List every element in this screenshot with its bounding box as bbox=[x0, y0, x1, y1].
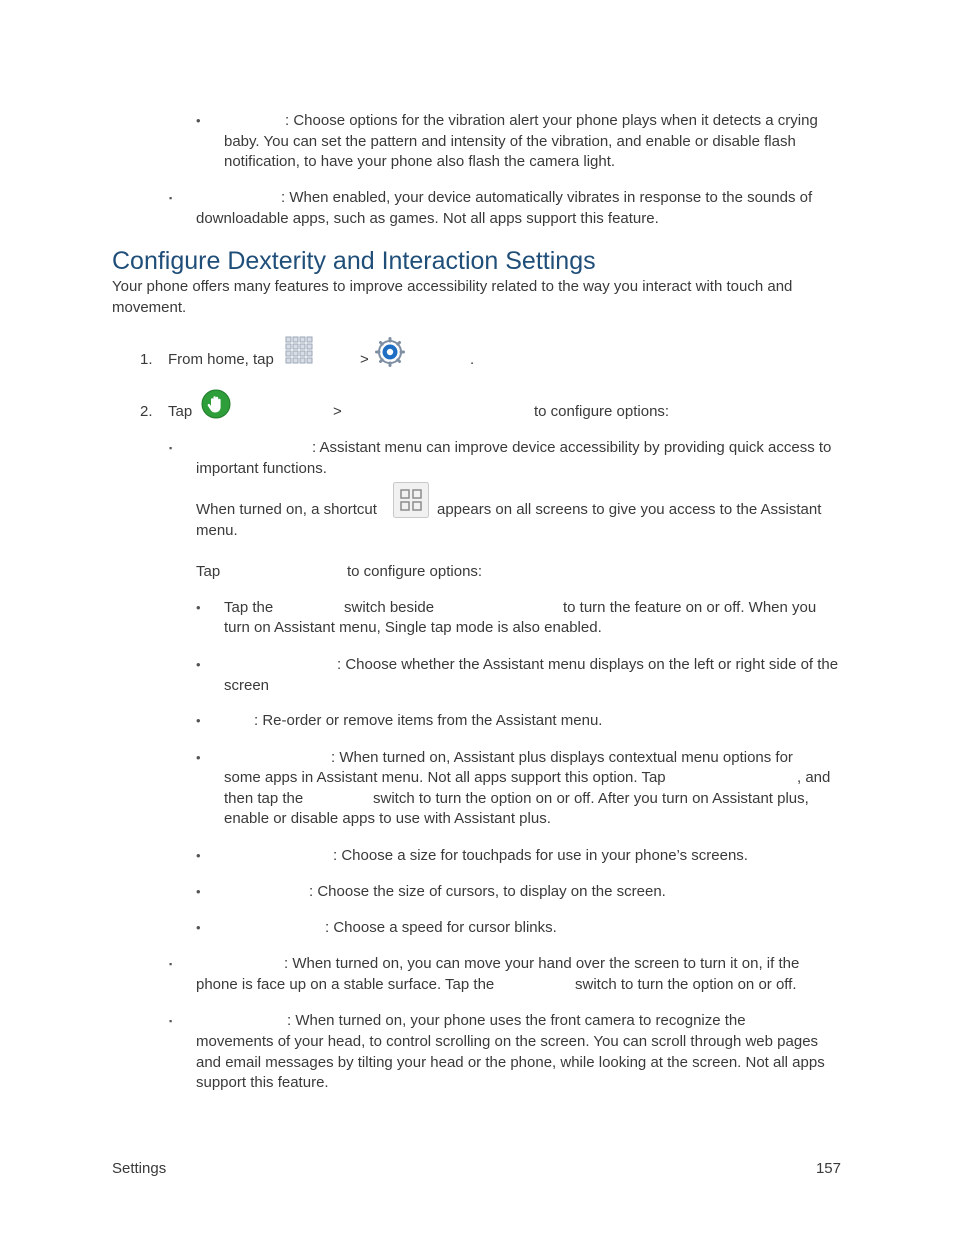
bullet-marker: • bbox=[196, 920, 201, 935]
shortcut-text: When turned on, a shortcut bbox=[196, 501, 377, 518]
accessibility-hand-icon[interactable] bbox=[201, 389, 231, 419]
assistant-plus-description: switch to turn the option on or off. After you turn on Assistant plus, bbox=[373, 790, 809, 807]
air-wake-description: : When turned on, you can move your hand over the screen to turn it on, if the bbox=[284, 955, 800, 972]
bullet-marker: • bbox=[196, 657, 201, 672]
assistant-menu-description: : Assistant menu can improve device accessibility by providing quick access to important functions. bbox=[196, 439, 832, 477]
step-number: 1. bbox=[140, 351, 153, 368]
tap-instruction: to configure options: bbox=[347, 563, 483, 580]
page-number: 157 bbox=[815, 1160, 841, 1177]
chevron-separator: > bbox=[333, 403, 342, 420]
auto-haptic-description: : When enabled, your device automatically vibrates in response to the sounds of downloadable apps, such as games. Not all apps support this feature. bbox=[196, 189, 813, 227]
step-text-end: to configure options: bbox=[534, 403, 670, 420]
assistant-plus-description: : When turned on, Assistant plus displays contextual menu options for bbox=[331, 749, 793, 766]
cursor-speed-description: : Choose a speed for cursor blinks. bbox=[325, 919, 557, 936]
option-text: to turn the feature on or off. When you bbox=[563, 599, 817, 616]
bullet-marker: • bbox=[196, 848, 201, 863]
square-marker: ▪ bbox=[169, 193, 173, 203]
bullet-marker: • bbox=[196, 600, 201, 615]
bullet-marker: • bbox=[196, 750, 201, 765]
footer-section: Settings bbox=[112, 1160, 167, 1177]
tap-label: Tap bbox=[196, 563, 221, 580]
dominant-hand-description: : Choose whether the Assistant menu displays on the left or right side of the screen bbox=[224, 656, 839, 694]
chevron-separator: > bbox=[360, 351, 369, 368]
bullet-marker: • bbox=[196, 884, 201, 899]
assistant-plus-description: , and bbox=[797, 769, 831, 786]
step-text: From home, tap bbox=[168, 351, 274, 368]
touchpad-size-description: : Choose a size for touchpads for use in your phone’s screens. bbox=[333, 847, 748, 864]
bullet-marker: • bbox=[196, 113, 201, 128]
bullet-marker: • bbox=[196, 713, 201, 728]
smart-scroll-description: : When turned on, your phone uses the front camera to recognize the bbox=[287, 1012, 746, 1029]
assistant-plus-description: some apps in Assistant menu. Not all apps support this option. Tap bbox=[224, 769, 666, 786]
square-marker: ▪ bbox=[169, 959, 173, 969]
smart-scroll-description: movements of your head, to control scrolling on the screen. You can scroll through web pages and email messages by tilting your head or the phone, while looking at the screen. Not all apps support this feature. bbox=[196, 1033, 825, 1091]
step-number: 2. bbox=[140, 403, 153, 420]
air-wake-description: phone is face up on a stable surface. Tap the bbox=[196, 976, 495, 993]
cursor-size-description: : Choose the size of cursors, to display on the screen. bbox=[309, 883, 666, 900]
settings-gear-icon[interactable] bbox=[375, 337, 405, 367]
section-intro: Your phone offers many features to improve accessibility related to the way you interact with touch and movement. bbox=[112, 278, 793, 316]
step-text: Tap bbox=[168, 403, 193, 420]
air-wake-description: switch to turn the option on or off. bbox=[575, 976, 797, 993]
shortcut-text-continued: appears on all screens to give you access to the Assistant menu. bbox=[196, 501, 822, 539]
square-marker: ▪ bbox=[169, 1016, 173, 1026]
crying-baby-description: : Choose options for the vibration alert your phone plays when it detects a crying baby. You can set the pattern and intensity of the vibration, and enable or disable flash notification, to have your phone also flash the camera light. bbox=[224, 112, 818, 170]
step-end-period: . bbox=[470, 351, 475, 368]
assistant-plus-description: then tap the bbox=[224, 790, 304, 807]
assistant-plus-description: enable or disable apps to use with Assistant plus. bbox=[224, 810, 551, 827]
edit-description: : Re-order or remove items from the Assistant menu. bbox=[254, 712, 603, 729]
section-title: Configure Dexterity and Interaction Settings bbox=[112, 247, 596, 275]
option-text: Tap the bbox=[224, 599, 274, 616]
option-text: switch beside bbox=[344, 599, 435, 616]
apps-grid-icon[interactable] bbox=[285, 336, 313, 366]
option-text: turn on Assistant menu, Single tap mode is also enabled. bbox=[224, 619, 602, 636]
square-marker: ▪ bbox=[169, 443, 173, 453]
